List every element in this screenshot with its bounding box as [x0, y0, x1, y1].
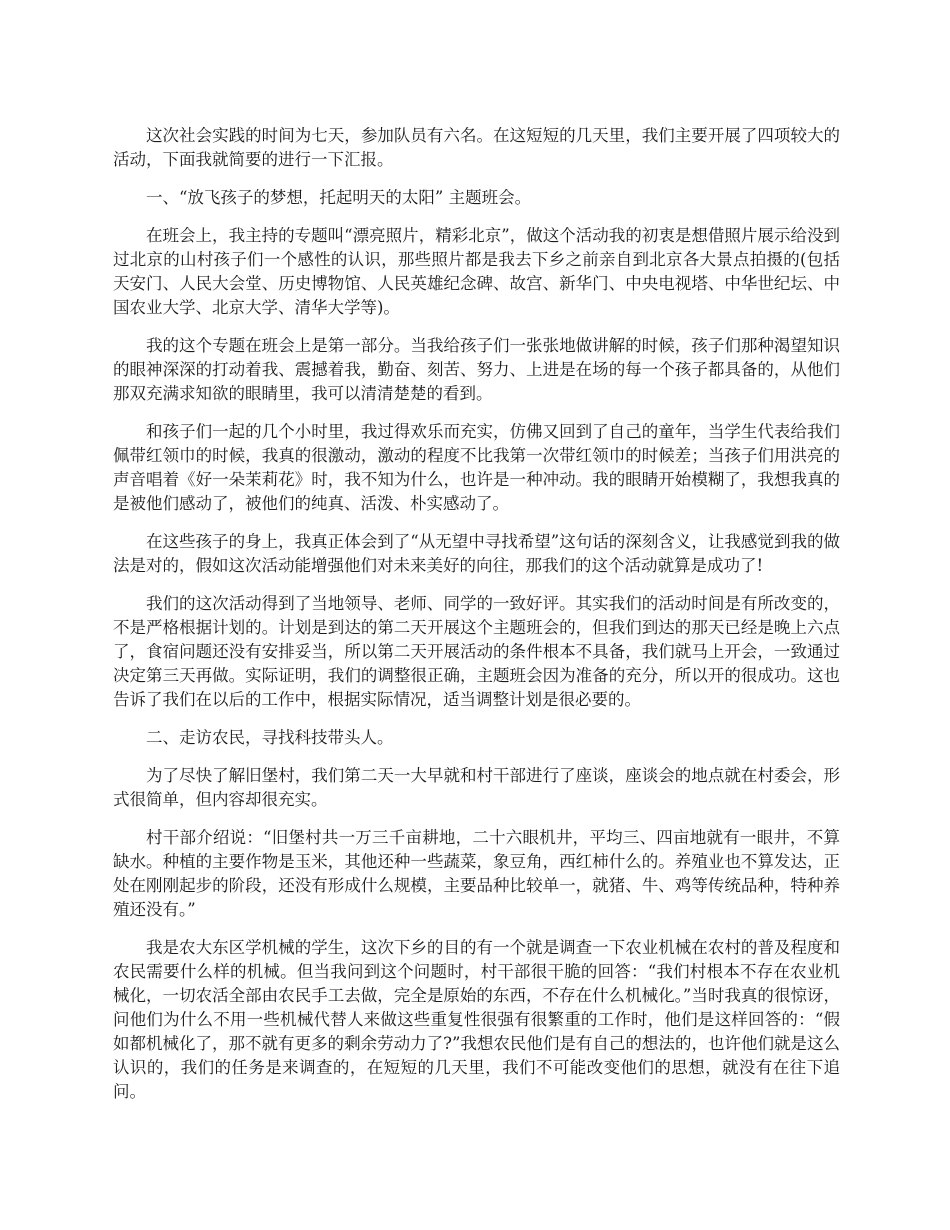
paragraph: 我是农大东区学机械的学生，这次下乡的目的有一个就是调查一下农业机械在农村的普及程度和农民需要什么样的机械。但当我问到这个问题时，村干部很干脆的回答：“我们村根本不存在农业机械化，一切农活全部由农民手工去做，完全是原始的东西，不存在什么机械化。”当时我真的很惊讶，问他们为什么不用一些机械代替人来做这些重复性很强有很繁重的工作时，他们是这样回答的：“假如都机械化了，那不就有更多的剩余劳动力了?”我想农民他们是有自己的想法的，也许他们就是这么认识的，我们的任务是来调查的，在短短的几天里，我们不可能改变他们的思想，就没有在往下追问。 — [113, 938, 840, 1101]
heading-section-2: 二、走访农民，寻找科技带头人。 — [146, 728, 394, 747]
heading-section-1: 一、“放飞孩子的梦想，托起明天的太阳” 主题班会。 — [146, 188, 532, 207]
paragraph: 和孩子们一起的几个小时里，我过得欢乐而充实，仿佛又回到了自己的童年，当学生代表给我们佩带红领巾的时候，我真的很激动，激动的程度不比我第一次带红领巾的时候差；当孩子们用洪亮的声音唱着《好一朵茉莉花》时，我不知为什么，也许是一种冲动。我的眼睛开始模糊了，我想我真的是被他们感动了，被他们的纯真、活泼、朴实感动了。 — [113, 422, 840, 513]
paragraph: 在班会上，我主持的专题叫“漂亮照片，精彩北京”，做这个活动我的初衷是想借照片展示给没到过北京的山村孩子们一个感性的认识，那些照片都是我去下乡之前亲自到北京各大景点拍摄的(包括天安门、人民大会堂、历史博物馆、人民英雄纪念碑、故宫、新华门、中央电视塔、中华世纪坛、中国农业大学、北京大学、清华大学等)。 — [113, 226, 840, 317]
paragraph: 在这些孩子的身上，我真正体会到了“从无望中寻找希望”这句话的深刻含义，让我感觉到我的做法是对的，假如这次活动能增强他们对未来美好的向往，那我们的这个活动就算是成功了! — [113, 532, 840, 575]
paragraph: 村干部介绍说：“旧堡村共一万三千亩耕地，二十六眼机井，平均三、四亩地就有一眼井，不算缺水。种植的主要作物是玉米，其他还种一些蔬菜，象豆角，西红柿什么的。养殖业也不算发达，正处在刚刚起步的阶段，还没有形成什么规模，主要品种比较单一，就猪、牛、鸡等传统品种，特种养殖还没有。” — [113, 828, 840, 919]
document-body — [113, 124, 840, 1118]
paragraph-intro: 这次社会实践的时间为七天，参加队员有六名。在这短短的几天里，我们主要开展了四项较大的活动，下面我就简要的进行一下汇报。 — [113, 126, 840, 169]
paragraph: 我们的这次活动得到了当地领导、老师、同学的一致好评。其实我们的活动时间是有所改变的，不是严格根据计划的。计划是到达的第二天开展这个主题班会的，但我们到达的那天已经是晚上六点了，食宿问题还没有安排妥当，所以第二天开展活动的条件根本不具备，我们就马上开会，一致通过决定第三天再做。实际证明，我们的调整很正确，主题班会因为准备的充分，所以开的很成功。这也告诉了我们在以后的工作中，根据实际情况，适当调整计划是很必要的。 — [113, 594, 840, 709]
paragraph: 为了尽快了解旧堡村，我们第二天一大早就和村干部进行了座谈，座谈会的地点就在村委会，形式很简单，但内容却很充实。 — [113, 766, 840, 809]
paragraph: 我的这个专题在班会上是第一部分。当我给孩子们一张张地做讲解的时候，孩子们那种渴望知识的眼神深深的打动着我、震撼着我，勤奋、刻苦、努力、上进是在场的每一个孩子都具备的，从他们那双充满求知欲的眼睛里，我可以清清楚楚的看到。 — [113, 336, 840, 403]
